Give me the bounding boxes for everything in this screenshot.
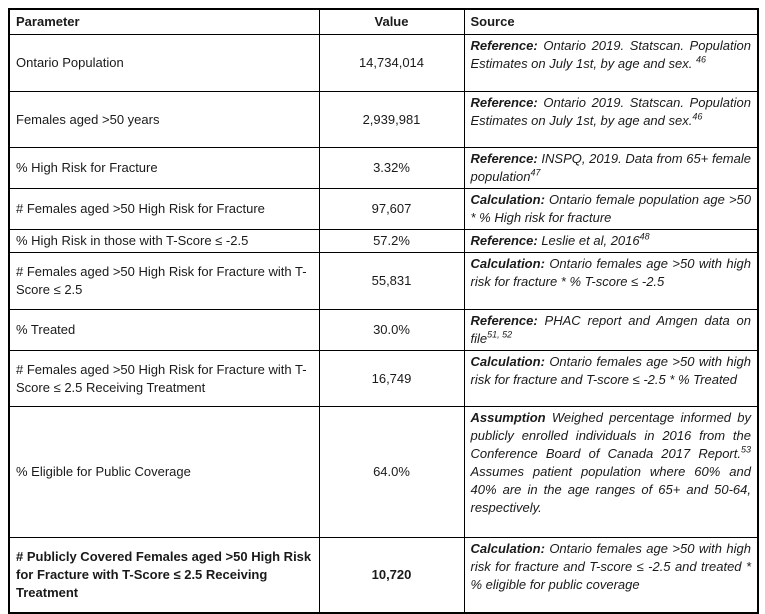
value-cell: 10,720	[319, 538, 464, 613]
parameter-cell: % Eligible for Public Coverage	[9, 407, 319, 538]
source-cell	[464, 407, 758, 538]
source-cell	[464, 92, 758, 148]
value-cell: 14,734,014	[319, 35, 464, 92]
parameter-cell: % Treated	[9, 310, 319, 351]
header-source: Source	[464, 9, 758, 35]
source-superscript: 53	[740, 444, 751, 455]
table-row	[9, 253, 758, 310]
source-body: Weighed percentage informed by publicly enrolled individuals in 2016 from the Conference Board of Canada 2017 Report.	[470, 410, 751, 461]
table-row	[9, 351, 758, 407]
source-lead: Calculation:	[470, 192, 545, 207]
parameter-cell: # Publicly Covered Females aged >50 High Risk for Fracture with T-Score ≤ 2.5 Receiving Treatment	[9, 538, 319, 613]
source-body: Ontario females age >50 with high risk for fracture * % T-score ≤ -2.5	[470, 256, 751, 289]
value-cell: 55,831	[319, 253, 464, 310]
source-cell	[464, 35, 758, 92]
table-row	[9, 35, 758, 92]
source-body: Leslie et al, 2016	[537, 233, 640, 248]
parameters-table	[8, 8, 759, 614]
source-lead: Assumption	[470, 410, 546, 425]
source-cell	[464, 351, 758, 407]
value-cell: 30.0%	[319, 310, 464, 351]
source-cell	[464, 230, 758, 253]
parameter-cell: # Females aged >50 High Risk for Fracture with T-Score ≤ 2.5 Receiving Treatment	[9, 351, 319, 407]
source-lead: Reference:	[470, 38, 538, 53]
source-body: INSPQ, 2019. Data from 65+ female population	[470, 151, 751, 184]
source-superscript: 48	[639, 231, 650, 242]
source-cell	[464, 538, 758, 613]
table-row	[9, 407, 758, 538]
table-row	[9, 310, 758, 351]
value-cell: 16,749	[319, 351, 464, 407]
value-cell: 97,607	[319, 189, 464, 230]
table-row-total	[9, 538, 758, 613]
parameter-cell: % High Risk in those with T-Score ≤ -2.5	[9, 230, 319, 253]
parameter-cell: # Females aged >50 High Risk for Fracture with T-Score ≤ 2.5	[9, 253, 319, 310]
table-row	[9, 148, 758, 189]
source-lead: Reference:	[470, 95, 538, 110]
source-superscript: 46	[695, 54, 706, 65]
table-row	[9, 189, 758, 230]
source-body: Ontario 2019. Statscan. Population Estimates on July 1st, by age and sex.	[470, 38, 751, 71]
source-superscript: 46	[692, 111, 703, 122]
header-parameter: Parameter	[9, 9, 319, 35]
parameter-cell: Ontario Population	[9, 35, 319, 92]
header-value: Value	[319, 9, 464, 35]
parameter-cell: # Females aged >50 High Risk for Fracture	[9, 189, 319, 230]
source-cell	[464, 310, 758, 351]
source-body: Ontario females age >50 with high risk for fracture and T-score ≤ -2.5 * % Treated	[470, 354, 751, 387]
source-lead: Calculation:	[470, 541, 545, 556]
source-body: Ontario female population age >50 * % High risk for fracture	[470, 192, 751, 225]
source-superscript: 51, 52	[487, 329, 513, 340]
source-lead: Calculation:	[470, 256, 545, 271]
table-row	[9, 92, 758, 148]
table-header-row	[9, 9, 758, 35]
source-lead: Reference:	[470, 151, 538, 166]
parameter-cell: Females aged >50 years	[9, 92, 319, 148]
source-body: Ontario 2019. Statscan. Population Estimates on July 1st, by age and sex.	[470, 95, 751, 128]
table-row	[9, 230, 758, 253]
value-cell: 3.32%	[319, 148, 464, 189]
source-lead: Reference:	[470, 233, 538, 248]
value-cell: 64.0%	[319, 407, 464, 538]
value-cell: 2,939,981	[319, 92, 464, 148]
source-body: PHAC report and Amgen data on file	[470, 313, 751, 346]
source-body: Ontario females age >50 with high risk for fracture and T-score ≤ -2.5 and treated * % eligible for public coverage	[470, 541, 751, 592]
source-body: Assumes patient population where 60% and 40% are in the age ranges of 65+ and 50-64, respectively.	[470, 464, 751, 515]
source-cell	[464, 253, 758, 310]
source-lead: Calculation:	[470, 354, 545, 369]
source-superscript: 47	[530, 167, 541, 178]
source-cell	[464, 148, 758, 189]
parameter-cell: % High Risk for Fracture	[9, 148, 319, 189]
value-cell: 57.2%	[319, 230, 464, 253]
source-lead: Reference:	[470, 313, 538, 328]
source-cell	[464, 189, 758, 230]
